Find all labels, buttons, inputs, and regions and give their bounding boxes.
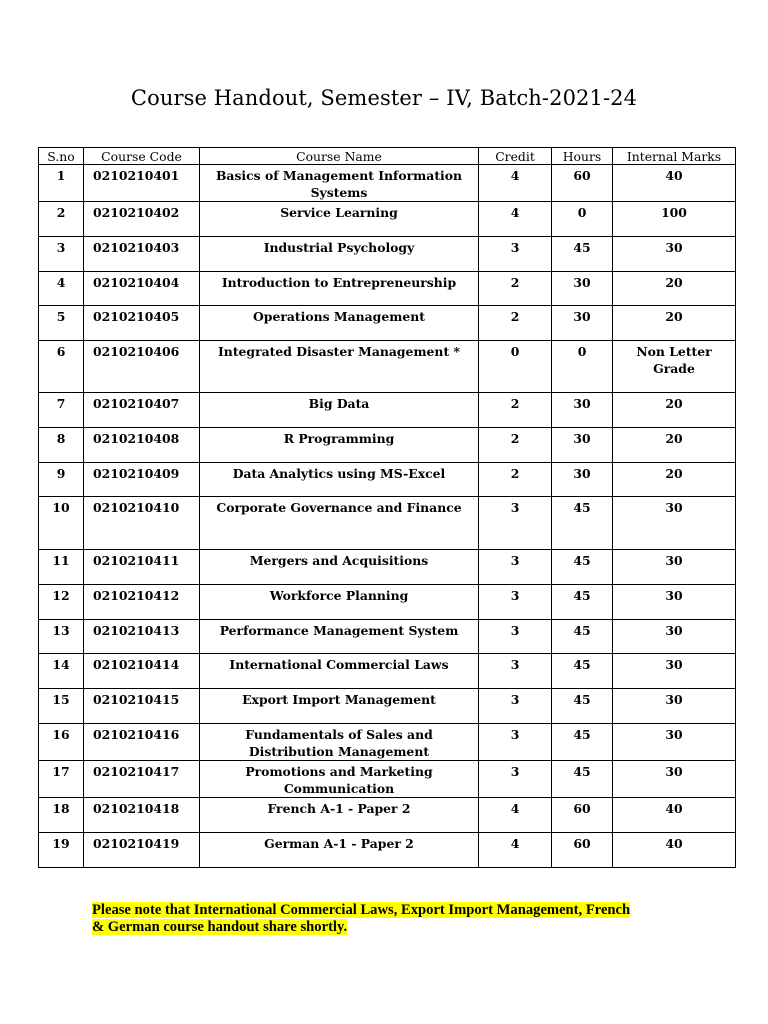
cell-course-name: Promotions and Marketing Communication bbox=[200, 761, 479, 798]
cell-sno: 18 bbox=[39, 798, 84, 833]
footnote bbox=[92, 902, 682, 936]
cell-course-name: Industrial Psychology bbox=[200, 237, 479, 272]
cell-credit: 2 bbox=[479, 428, 552, 463]
cell-hours: 45 bbox=[552, 724, 613, 761]
cell-course-code: 0210210408 bbox=[84, 428, 200, 463]
table-row bbox=[39, 585, 736, 620]
cell-course-name: Workforce Planning bbox=[200, 585, 479, 620]
cell-hours: 60 bbox=[552, 833, 613, 868]
cell-sno: 8 bbox=[39, 428, 84, 463]
cell-course-name: Service Learning bbox=[200, 202, 479, 237]
table-row bbox=[39, 165, 736, 202]
cell-credit: 0 bbox=[479, 341, 552, 393]
cell-credit: 2 bbox=[479, 393, 552, 428]
cell-course-code: 0210210403 bbox=[84, 237, 200, 272]
table-row bbox=[39, 550, 736, 585]
cell-credit: 3 bbox=[479, 550, 552, 585]
cell-sno: 6 bbox=[39, 341, 84, 393]
cell-hours: 45 bbox=[552, 654, 613, 689]
cell-course-code: 0210210413 bbox=[84, 620, 200, 654]
cell-sno: 3 bbox=[39, 237, 84, 272]
column-header-hours: Hours bbox=[552, 148, 613, 165]
cell-course-name: Export Import Management bbox=[200, 689, 479, 724]
cell-course-name: Introduction to Entrepreneurship bbox=[200, 272, 479, 306]
cell-internal-marks: 20 bbox=[613, 306, 736, 341]
cell-internal-marks: 30 bbox=[613, 620, 736, 654]
cell-credit: 3 bbox=[479, 620, 552, 654]
table-row bbox=[39, 497, 736, 550]
cell-sno: 15 bbox=[39, 689, 84, 724]
course-table bbox=[38, 147, 736, 868]
column-header-sno: S.no bbox=[39, 148, 84, 165]
cell-course-name: French A-1 - Paper 2 bbox=[200, 798, 479, 833]
cell-internal-marks: 30 bbox=[613, 550, 736, 585]
cell-internal-marks: 20 bbox=[613, 393, 736, 428]
table-row bbox=[39, 798, 736, 833]
table-row bbox=[39, 761, 736, 798]
column-header-course-code: Course Code bbox=[84, 148, 200, 165]
cell-course-name: Performance Management System bbox=[200, 620, 479, 654]
cell-hours: 45 bbox=[552, 585, 613, 620]
cell-credit: 4 bbox=[479, 798, 552, 833]
cell-course-code: 0210210407 bbox=[84, 393, 200, 428]
cell-hours: 30 bbox=[552, 428, 613, 463]
table-row bbox=[39, 306, 736, 341]
cell-credit: 4 bbox=[479, 165, 552, 202]
cell-sno: 17 bbox=[39, 761, 84, 798]
table-row bbox=[39, 833, 736, 868]
cell-internal-marks: 40 bbox=[613, 798, 736, 833]
cell-hours: 30 bbox=[552, 393, 613, 428]
cell-course-name: Integrated Disaster Management * bbox=[200, 341, 479, 393]
column-header-internal-marks: Internal Marks bbox=[613, 148, 736, 165]
cell-course-name: German A-1 - Paper 2 bbox=[200, 833, 479, 868]
table-row bbox=[39, 620, 736, 654]
cell-hours: 30 bbox=[552, 272, 613, 306]
cell-course-code: 0210210418 bbox=[84, 798, 200, 833]
cell-course-name: R Programming bbox=[200, 428, 479, 463]
cell-hours: 45 bbox=[552, 689, 613, 724]
cell-hours: 60 bbox=[552, 165, 613, 202]
footnote-line-2: & German course handout share shortly. bbox=[92, 919, 348, 935]
cell-internal-marks: 30 bbox=[613, 724, 736, 761]
cell-credit: 2 bbox=[479, 306, 552, 341]
cell-internal-marks: 30 bbox=[613, 654, 736, 689]
cell-credit: 3 bbox=[479, 654, 552, 689]
cell-internal-marks: 30 bbox=[613, 585, 736, 620]
cell-credit: 2 bbox=[479, 272, 552, 306]
table-row bbox=[39, 237, 736, 272]
table-row bbox=[39, 272, 736, 306]
cell-course-code: 0210210419 bbox=[84, 833, 200, 868]
cell-sno: 4 bbox=[39, 272, 84, 306]
cell-course-code: 0210210415 bbox=[84, 689, 200, 724]
cell-course-code: 0210210417 bbox=[84, 761, 200, 798]
cell-course-name: Mergers and Acquisitions bbox=[200, 550, 479, 585]
cell-sno: 16 bbox=[39, 724, 84, 761]
cell-course-name: Basics of Management Information Systems bbox=[200, 165, 479, 202]
cell-course-code: 0210210414 bbox=[84, 654, 200, 689]
cell-course-name: Operations Management bbox=[200, 306, 479, 341]
table-row bbox=[39, 689, 736, 724]
cell-hours: 60 bbox=[552, 798, 613, 833]
cell-credit: 3 bbox=[479, 761, 552, 798]
cell-hours: 45 bbox=[552, 761, 613, 798]
column-header-credit: Credit bbox=[479, 148, 552, 165]
cell-internal-marks: 20 bbox=[613, 428, 736, 463]
cell-sno: 1 bbox=[39, 165, 84, 202]
cell-credit: 3 bbox=[479, 497, 552, 550]
cell-hours: 30 bbox=[552, 306, 613, 341]
column-header-course-name: Course Name bbox=[200, 148, 479, 165]
cell-hours: 0 bbox=[552, 341, 613, 393]
table-row bbox=[39, 393, 736, 428]
cell-hours: 45 bbox=[552, 550, 613, 585]
page-title: Course Handout, Semester – IV, Batch-2021-24 bbox=[130, 86, 638, 110]
cell-credit: 3 bbox=[479, 585, 552, 620]
table-header-row bbox=[39, 148, 736, 165]
cell-course-code: 0210210406 bbox=[84, 341, 200, 393]
table-row bbox=[39, 724, 736, 761]
cell-internal-marks: 30 bbox=[613, 237, 736, 272]
cell-credit: 2 bbox=[479, 463, 552, 497]
cell-sno: 5 bbox=[39, 306, 84, 341]
cell-sno: 9 bbox=[39, 463, 84, 497]
cell-sno: 11 bbox=[39, 550, 84, 585]
cell-course-name: Big Data bbox=[200, 393, 479, 428]
table-row bbox=[39, 463, 736, 497]
cell-course-code: 0210210412 bbox=[84, 585, 200, 620]
cell-hours: 30 bbox=[552, 463, 613, 497]
cell-course-name: Fundamentals of Sales and Distribution Management bbox=[200, 724, 479, 761]
cell-credit: 3 bbox=[479, 237, 552, 272]
cell-internal-marks: 40 bbox=[613, 165, 736, 202]
cell-course-code: 0210210402 bbox=[84, 202, 200, 237]
cell-course-code: 0210210410 bbox=[84, 497, 200, 550]
cell-hours: 45 bbox=[552, 237, 613, 272]
cell-internal-marks: 100 bbox=[613, 202, 736, 237]
cell-sno: 10 bbox=[39, 497, 84, 550]
cell-course-code: 0210210405 bbox=[84, 306, 200, 341]
cell-sno: 13 bbox=[39, 620, 84, 654]
cell-internal-marks: 30 bbox=[613, 689, 736, 724]
cell-course-code: 0210210409 bbox=[84, 463, 200, 497]
cell-internal-marks: 30 bbox=[613, 497, 736, 550]
cell-sno: 7 bbox=[39, 393, 84, 428]
cell-sno: 12 bbox=[39, 585, 84, 620]
footnote-line-1: Please note that International Commercial Laws, Export Import Management, French bbox=[92, 902, 631, 918]
cell-course-code: 0210210411 bbox=[84, 550, 200, 585]
cell-hours: 0 bbox=[552, 202, 613, 237]
cell-sno: 2 bbox=[39, 202, 84, 237]
cell-hours: 45 bbox=[552, 620, 613, 654]
cell-course-name: International Commercial Laws bbox=[200, 654, 479, 689]
cell-course-code: 0210210416 bbox=[84, 724, 200, 761]
table-row bbox=[39, 202, 736, 237]
cell-credit: 4 bbox=[479, 202, 552, 237]
cell-sno: 19 bbox=[39, 833, 84, 868]
cell-sno: 14 bbox=[39, 654, 84, 689]
cell-credit: 3 bbox=[479, 689, 552, 724]
cell-internal-marks: Non Letter Grade bbox=[613, 341, 736, 393]
table-row bbox=[39, 654, 736, 689]
cell-course-name: Corporate Governance and Finance bbox=[200, 497, 479, 550]
table-row bbox=[39, 428, 736, 463]
cell-credit: 4 bbox=[479, 833, 552, 868]
cell-credit: 3 bbox=[479, 724, 552, 761]
cell-course-name: Data Analytics using MS-Excel bbox=[200, 463, 479, 497]
cell-internal-marks: 40 bbox=[613, 833, 736, 868]
cell-internal-marks: 30 bbox=[613, 761, 736, 798]
table-row bbox=[39, 341, 736, 393]
cell-course-code: 0210210404 bbox=[84, 272, 200, 306]
cell-internal-marks: 20 bbox=[613, 463, 736, 497]
cell-internal-marks: 20 bbox=[613, 272, 736, 306]
cell-hours: 45 bbox=[552, 497, 613, 550]
cell-course-code: 0210210401 bbox=[84, 165, 200, 202]
